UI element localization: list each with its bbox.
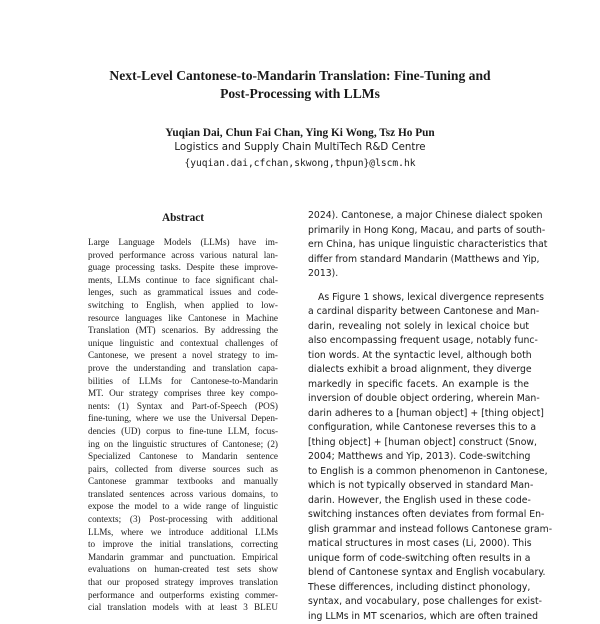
text-line: MT. Our strategy comprises three key compo- (88, 387, 278, 400)
text-line: Large Language Models (LLMs) have im- (88, 236, 278, 249)
intro-right-column (308, 209, 529, 624)
abstract-body (88, 236, 278, 614)
text-line: Specialized Cantonese to Mandarin sentence (88, 450, 278, 463)
text-line: ing on the linguistic structures of Cantonese; (2) (88, 438, 278, 451)
text-line: a cardinal disparity between Cantonese and Man- (308, 305, 529, 320)
author-list: Yuqian Dai, Chun Fai Chan, Ying Ki Wong, Tsz Ho Pun (60, 126, 540, 141)
text-line: to English is a common phenomenon in Cantonese, (308, 465, 529, 480)
text-line: darin adheres to a [human object] + [thing object] (308, 407, 529, 422)
text-line: [thing object] + [human object] construct (Snow, (308, 436, 529, 451)
text-line: syntax, and vocabulary, pose challenges for exist- (308, 595, 529, 610)
text-line: LLMs, where we introduce additional LLMs (88, 526, 278, 539)
text-line: darin. However, the English used in these code- (308, 494, 529, 509)
title-line-2: Post-Processing with LLMs (60, 85, 540, 103)
text-line: dencies (UD) corpus to fine-tune LLM, focus- (88, 425, 278, 438)
intro-paragraph-1 (308, 209, 529, 282)
affiliation: Logistics and Supply Chain MultiTech R&D Centre (60, 140, 540, 155)
text-line: switching to English, when applied to low- (88, 299, 278, 312)
text-line: inversion of double object ordering, wherein Man- (308, 392, 529, 407)
text-line: lenges, such as grammatical issues and code- (88, 286, 278, 299)
title-line-1: Next-Level Cantonese-to-Mandarin Translation: Fine-Tuning and (60, 67, 540, 85)
text-line: 2013). (308, 267, 529, 282)
text-line: proved performance across various natural lan- (88, 249, 278, 262)
text-line: pairs, collected from diverse sources such as (88, 463, 278, 476)
text-line: prove the understanding and translation capa- (88, 362, 278, 375)
text-line: unique form of code-switching often results in a (308, 552, 529, 567)
author-emails: {yuqian.dai,cfchan,skwong,thpun}@lscm.hk (60, 156, 540, 171)
text-line: bilities of LLMs for Cantonese-to-Mandarin (88, 375, 278, 388)
text-line: resource languages like Cantonese in Machine (88, 312, 278, 325)
text-line: As Figure 1 shows, lexical divergence represents (308, 291, 529, 306)
text-line: that our proposed strategy improves translation (88, 576, 278, 589)
text-line: ern China, has unique linguistic characteristics that (308, 238, 529, 253)
text-line: ments, LLMs continue to face significant chal- (88, 274, 278, 287)
text-line: matical structures in most cases (Li, 2000). This (308, 537, 529, 552)
text-line: switching instances often deviates from formal En- (308, 508, 529, 523)
text-line: primarily in Hong Kong, Macau, and parts of south- (308, 224, 529, 239)
text-line: blend of Cantonese syntax and English vocabulary. (308, 566, 529, 581)
text-line: translated sentences across various domains, to (88, 488, 278, 501)
text-line: 2004; Matthews and Yip, 2013). Code-switching (308, 450, 529, 465)
text-line: These differences, including distinct phonology, (308, 581, 529, 596)
text-line: dialects exhibit a broad alignment, they diverge (308, 363, 529, 378)
text-line: to improve the initial translations, correcting (88, 538, 278, 551)
text-line: glish grammar and instead follows Cantonese gram- (308, 523, 529, 538)
text-line: also encompassing frequent usage, notably func- (308, 334, 529, 349)
abstract-heading: Abstract (88, 211, 278, 226)
text-line: ing LLMs in MT scenarios, which are often trained (308, 610, 529, 624)
text-line: evaluations on human-created test sets show (88, 563, 278, 576)
text-line: differ from standard Mandarin (Matthews and Yip, (308, 253, 529, 268)
text-line: fine-tuning, where we use the Universal Depen- (88, 412, 278, 425)
text-line: cial translation models with at least 3 BLEU (88, 601, 278, 614)
text-line: Cantonese, we present a novel strategy to im- (88, 349, 278, 362)
text-line: Translation (MT) scenarios. By addressing the (88, 324, 278, 337)
text-line: which is not typically observed in standard Man- (308, 479, 529, 494)
paper-title (60, 67, 540, 103)
text-line: markedly in specific facets. An example is the (308, 378, 529, 393)
text-line: expose the model to a wide range of linguistic (88, 500, 278, 513)
text-line: 2024). Cantonese, a major Chinese dialect spoken (308, 209, 529, 224)
text-line: tion words. At the syntactic level, although both (308, 349, 529, 364)
text-line: nents: (1) Syntax and Part-of-Speech (POS) (88, 400, 278, 413)
text-line: contexts; (3) Post-processing with additional (88, 513, 278, 526)
text-line: guage processing tasks. Despite these improve- (88, 261, 278, 274)
text-line: unique linguistic and contextual challenges of (88, 337, 278, 350)
text-line: performance and outperforms existing commer- (88, 589, 278, 602)
text-line: Mandarin grammar and punctuation. Empirical (88, 551, 278, 564)
text-line: configuration, while Cantonese reverses this to a (308, 421, 529, 436)
intro-paragraph-2 (308, 291, 529, 624)
text-line: darin, revealing not solely in lexical choice but (308, 320, 529, 335)
text-line: Cantonese grammar textbooks and manually (88, 475, 278, 488)
